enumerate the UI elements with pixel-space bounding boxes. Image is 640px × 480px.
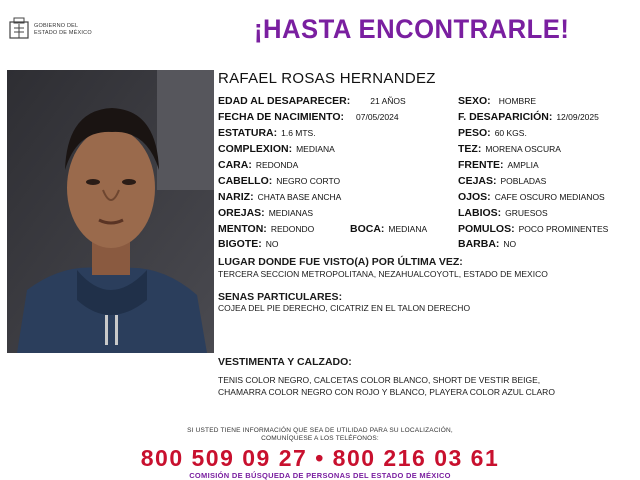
field-pomulos — [458, 223, 608, 235]
field-cara — [218, 159, 298, 171]
label-ojos: OJOS: — [458, 191, 491, 203]
label-pomulos: POMULOS: — [458, 223, 515, 235]
value-barba: NO — [503, 239, 517, 249]
value-nacimiento: 07/05/2024 — [356, 112, 399, 122]
label-labios: LABIOS: — [458, 207, 502, 219]
label-orejas: OREJAS: — [218, 207, 265, 219]
value-orejas: MEDIANAS — [268, 208, 314, 218]
label-bigote: BIGOTE: — [218, 238, 262, 250]
label-complexion: COMPLEXION: — [218, 143, 293, 155]
field-complexion — [218, 143, 335, 155]
value-pomulos: POCO PROMINENTES — [518, 224, 609, 234]
field-barba — [458, 238, 516, 250]
field-sexo — [458, 95, 536, 107]
value-frente: AMPLIA — [507, 160, 539, 170]
lugar-value: TERCERA SECCION METROPOLITANA, NEZAHUALCOYOTL, ESTADO DE MEXICO — [218, 269, 548, 279]
vestimenta-line1: TENIS COLOR NEGRO, CALCETAS COLOR BLANCO, SHORT DE VESTIR BEIGE, — [218, 375, 541, 385]
value-peso: 60 KGS. — [494, 128, 527, 138]
label-nacimiento: FECHA DE NACIMIENTO: — [218, 111, 344, 123]
government-logo — [8, 14, 128, 48]
field-frente — [458, 159, 539, 171]
label-desaparicion: F. DESAPARICIÓN: — [458, 111, 553, 123]
contact-info-line2: COMUNÍQUESE A LOS TELÉFONOS: — [261, 435, 379, 442]
value-sexo: HOMBRE — [498, 96, 536, 106]
senas-value: COJEA DEL PIE DERECHO, CICATRIZ EN EL TALON DERECHO — [218, 303, 471, 313]
missing-person-photo — [7, 70, 214, 353]
label-cejas: CEJAS: — [458, 175, 497, 187]
field-desaparicion — [458, 111, 599, 123]
field-cejas — [458, 175, 546, 187]
label-menton: MENTON: — [218, 223, 267, 235]
phone-separator: • — [315, 445, 325, 471]
value-estatura: 1.6 MTS. — [281, 128, 316, 138]
label-nariz: NARIZ: — [218, 191, 254, 203]
vestimenta-line2: CHAMARRA COLOR NEGRO CON ROJO Y BLANCO, PLAYERA COLOR AZUL CLARO — [218, 387, 555, 397]
value-complexion: MEDIANA — [296, 144, 335, 154]
label-estatura: ESTATURA: — [218, 127, 278, 139]
value-labios: GRUESOS — [505, 208, 548, 218]
label-cabello: CABELLO: — [218, 175, 273, 187]
label-tez: TEZ: — [458, 143, 482, 155]
government-name — [34, 23, 92, 37]
logo-line2: ESTADO DE MÉXICO — [34, 30, 92, 36]
phone-number-1[interactable]: 800 509 09 27 — [140, 445, 308, 471]
value-desaparicion: 12/09/2025 — [556, 112, 599, 122]
field-edad — [218, 95, 406, 107]
person-name: RAFAEL ROSAS HERNANDEZ — [218, 70, 436, 87]
label-cara: CARA: — [218, 159, 252, 171]
value-cejas: POBLADAS — [500, 176, 547, 186]
vestimenta-heading: VESTIMENTA Y CALZADO: — [218, 356, 352, 368]
value-bigote: NO — [265, 239, 279, 249]
value-cabello: NEGRO CORTO — [276, 176, 341, 186]
value-ojos: CAFE OSCURO MEDIANOS — [494, 192, 605, 202]
label-edad: EDAD AL DESAPARECER: — [218, 95, 351, 107]
field-labios — [458, 207, 548, 219]
field-estatura — [218, 127, 316, 139]
lugar-heading: LUGAR DONDE FUE VISTO(A) POR ÚLTIMA VEZ: — [218, 256, 463, 268]
field-cabello — [218, 175, 340, 187]
value-menton: REDONDO — [270, 224, 315, 234]
value-edad: 21 AÑOS — [370, 96, 406, 106]
commission-name: COMISIÓN DE BÚSQUEDA DE PERSONAS DEL ESTADO DE MÉXICO — [189, 471, 451, 480]
label-peso: PESO: — [458, 127, 491, 139]
value-tez: MORENA OSCURA — [485, 144, 561, 154]
field-peso — [458, 127, 527, 139]
field-bigote — [218, 238, 279, 250]
value-nariz: CHATA BASE ANCHA — [257, 192, 342, 202]
logo-line1: GOBIERNO DEL — [34, 23, 79, 29]
field-tez — [458, 143, 561, 155]
label-barba: BARBA: — [458, 238, 500, 250]
field-menton — [218, 223, 314, 235]
label-boca: BOCA: — [350, 223, 385, 235]
field-orejas — [218, 207, 313, 219]
label-sexo: SEXO: — [458, 95, 491, 107]
field-ojos — [458, 191, 605, 203]
value-cara: REDONDA — [255, 160, 299, 170]
field-nariz — [218, 191, 341, 203]
state-seal-icon — [8, 16, 30, 42]
senas-heading: SENAS PARTICULARES: — [218, 291, 343, 303]
phone-numbers — [0, 445, 640, 472]
headline: ¡HASTA ENCONTRARLE! — [254, 14, 570, 44]
field-nacimiento — [218, 111, 399, 123]
field-boca — [350, 223, 427, 235]
contact-info-line1: SI USTED TIENE INFORMACIÓN QUE SEA DE UTILIDAD PARA SU LOCALIZACIÓN, — [187, 427, 453, 434]
label-frente: FRENTE: — [458, 159, 504, 171]
value-boca: MEDIANA — [388, 224, 428, 234]
phone-number-2[interactable]: 800 216 03 61 — [332, 445, 500, 471]
